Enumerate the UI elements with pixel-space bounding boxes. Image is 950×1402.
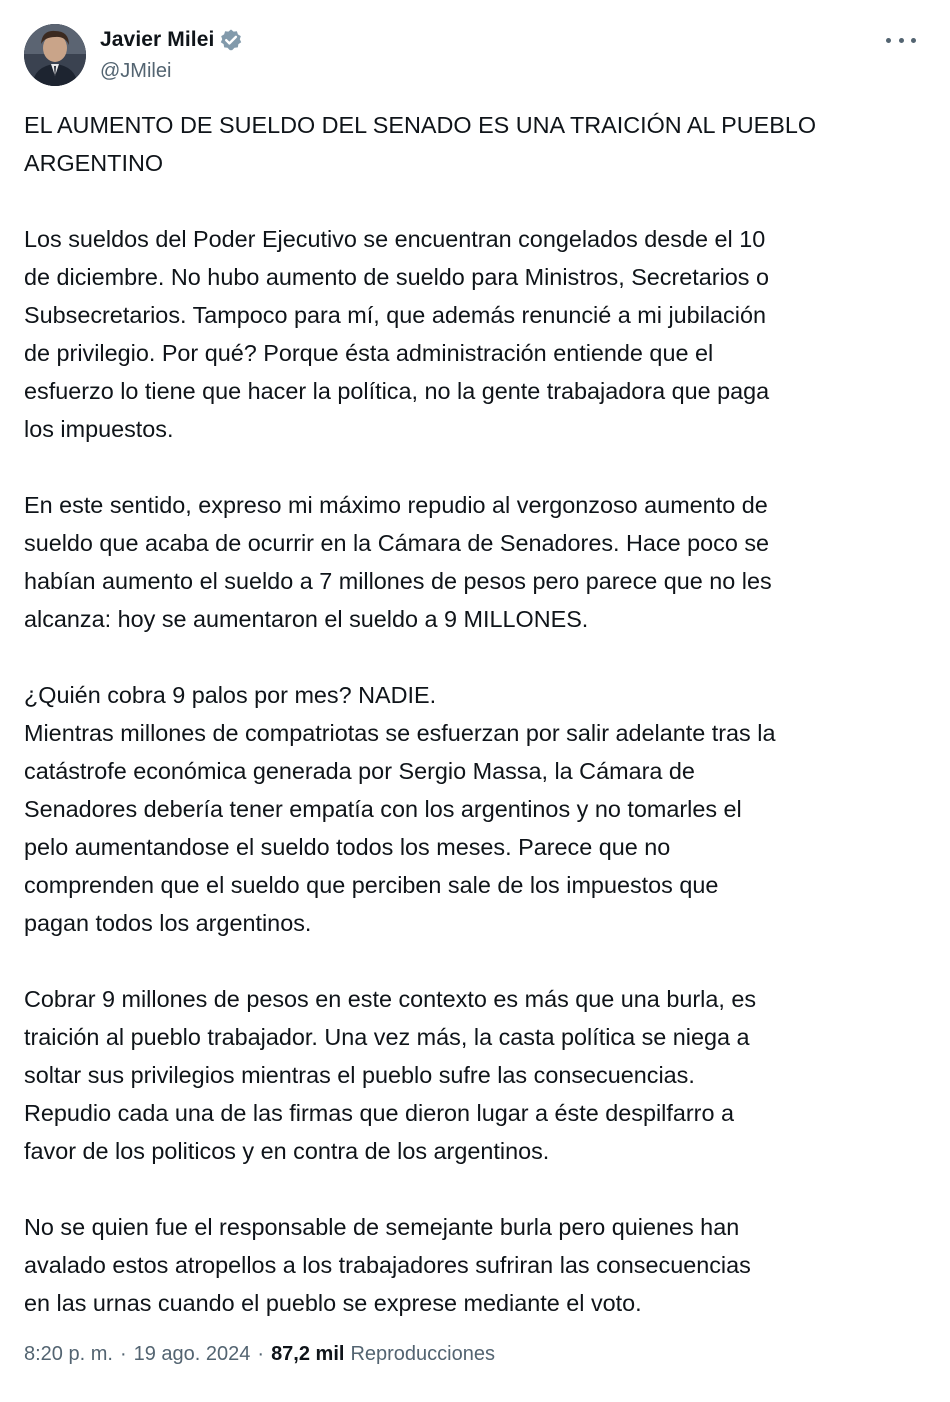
tweet-paragraph: Cobrar 9 millones de pesos en este contexto es más que una burla, es traición al pueblo trabajador. Una vez más, la casta política se niega a soltar sus privilegios mientras el pueblo sufre las consecuencias. Repudio cada una de las firmas que dieron lugar a éste despilfarro a favor de los politicos y en contra de los argentinos.: [24, 986, 757, 1164]
author-handle[interactable]: @JMilei: [100, 60, 172, 82]
author-display-name[interactable]: Javier Milei: [100, 28, 215, 51]
dot: [899, 38, 904, 43]
more-options-icon[interactable]: [886, 30, 916, 50]
dot: [911, 38, 916, 43]
author-name-row: [100, 28, 243, 52]
tweet-paragraph: Los sueldos del Poder Ejecutivo se encuentran congelados desde el 10 de diciembre. No hubo aumento de sueldo para Ministros, Secretarios o Subsecretarios. Tampoco para mí, que además renuncié a mi jubilación de privilegio. Por qué? Porque ésta administración entiende que el esfuerzo lo tiene que hacer la política, no la gente trabajadora que paga los impuestos.: [24, 226, 770, 442]
tweet-paragraph: No se quien fue el responsable de semejante burla pero quienes han avalado estos atropellos a los trabajadores sufriran las consecuencias en las urnas cuando el pueblo se exprese mediante el voto.: [24, 1214, 751, 1316]
tweet-paragraph: En este sentido, expreso mi máximo repudio al vergonzoso aumento de sueldo que acaba de ocurrir en la Cámara de Senadores. Hace poco se habían aumento el sueldo a 7 millones de pesos pero parece que no les alcanza: hoy se aumentaron el sueldo a 9 MILLONES.: [24, 492, 772, 632]
tweet-time[interactable]: 8:20 p. m.: [24, 1343, 113, 1365]
views-label: Reproducciones: [350, 1343, 495, 1365]
tweet-headline: EL AUMENTO DE SUELDO DEL SENADO ES UNA TRAICIÓN AL PUEBLO ARGENTINO: [24, 112, 817, 176]
tweet-meta: [24, 1343, 495, 1366]
dot: [886, 38, 891, 43]
tweet-text: [24, 106, 926, 1322]
avatar-photo: [24, 24, 86, 86]
verified-badge-icon: [219, 28, 243, 52]
tweet-header: [24, 24, 926, 88]
tweet-date[interactable]: 19 ago. 2024: [133, 1343, 251, 1365]
avatar[interactable]: [24, 24, 86, 86]
meta-separator: ·: [257, 1343, 265, 1365]
tweet-paragraph: ¿Quién cobra 9 palos por mes? NADIE. Mientras millones de compatriotas se esfuerzan por salir adelante tras la catástrofe económica generada por Sergio Massa, la Cámara de Senadores debería tener empatía con los argentinos y no tomarles el pelo aumentandose el sueldo todos los meses. Parece que no comprenden que el sueldo que perciben sale de los impuestos que pagan todos los argentinos.: [24, 682, 776, 936]
views-count[interactable]: 87,2 mil: [271, 1343, 345, 1365]
meta-separator: ·: [119, 1343, 127, 1365]
